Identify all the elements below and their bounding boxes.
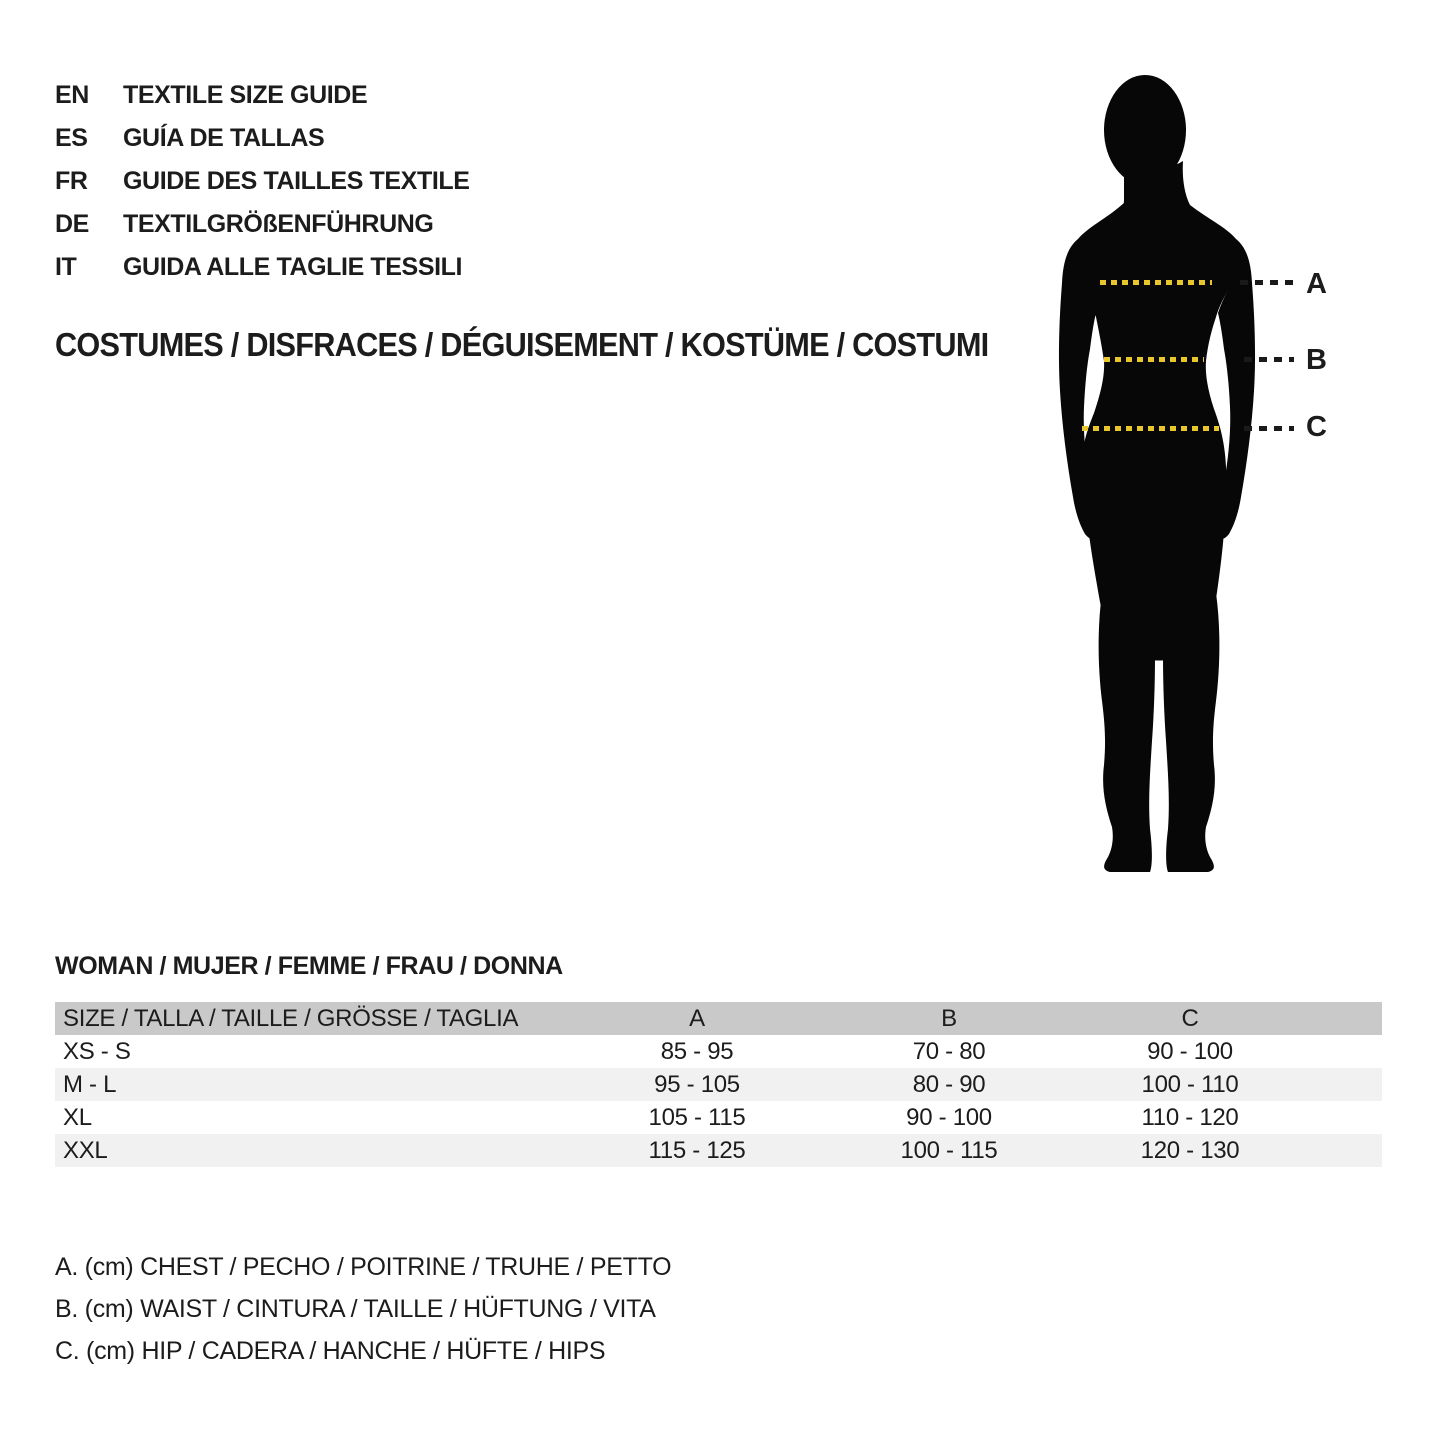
value-cell-a: 115 - 125 xyxy=(648,1136,746,1164)
value-cell-a: 85 - 95 xyxy=(660,1037,734,1065)
language-label: GUIDE DES TAILLES TEXTILE xyxy=(123,167,470,195)
legend-line-waist: B. (cm) WAIST / CINTURA / TAILLE / HÜFTUNG / VITA xyxy=(55,1294,656,1323)
language-label: GUÍA DE TALLAS xyxy=(123,124,325,152)
language-code: DE xyxy=(55,210,89,238)
table-row xyxy=(55,1134,1382,1167)
column-header-c: C xyxy=(1181,1004,1199,1032)
woman-silhouette-figure xyxy=(1040,73,1280,875)
legend-line-chest: A. (cm) CHEST / PECHO / POITRINE / TRUHE / PETTO xyxy=(55,1252,672,1281)
hip-leader-line xyxy=(1244,426,1294,431)
table-row xyxy=(55,1101,1382,1134)
gender-section-title: WOMAN / MUJER / FEMME / FRAU / DONNA xyxy=(55,952,563,980)
value-cell-a: 95 - 105 xyxy=(654,1070,740,1098)
language-code: EN xyxy=(55,81,89,109)
size-cell: XS - S xyxy=(63,1037,131,1065)
language-label: TEXTILE SIZE GUIDE xyxy=(123,81,368,109)
measure-label-c: C xyxy=(1306,411,1327,443)
table-header-row xyxy=(55,1002,1382,1035)
woman-silhouette-svg xyxy=(1040,73,1280,875)
value-cell-c: 110 - 120 xyxy=(1141,1103,1239,1131)
language-row xyxy=(55,246,470,289)
size-cell: XL xyxy=(63,1103,92,1131)
value-cell-b: 90 - 100 xyxy=(906,1103,992,1131)
measure-label-b: B xyxy=(1306,344,1327,376)
language-row xyxy=(55,74,470,117)
waist-measure-line xyxy=(1104,357,1204,362)
language-title-block xyxy=(55,74,470,289)
chest-leader-line xyxy=(1240,280,1294,285)
measurement-legend xyxy=(55,1246,671,1372)
value-cell-a: 105 - 115 xyxy=(648,1103,746,1131)
table-row xyxy=(55,1035,1382,1068)
value-cell-b: 70 - 80 xyxy=(912,1037,986,1065)
language-row xyxy=(55,117,470,160)
column-header-b: B xyxy=(941,1004,957,1032)
language-row xyxy=(55,203,470,246)
value-cell-b: 80 - 90 xyxy=(912,1070,986,1098)
language-code: FR xyxy=(55,167,88,195)
language-label: GUIDA ALLE TAGLIE TESSILI xyxy=(123,253,463,281)
category-heading: COSTUMES / DISFRACES / DÉGUISEMENT / KOSTÜME / COSTUMI xyxy=(55,326,989,363)
size-column-header: SIZE / TALLA / TAILLE / GRÖSSE / TAGLIA xyxy=(63,1004,519,1032)
column-header-a: A xyxy=(689,1004,705,1032)
language-code: IT xyxy=(55,253,77,281)
torso-shape xyxy=(1069,159,1244,661)
chest-measure-line xyxy=(1100,280,1212,285)
language-label: TEXTILGRÖßENFÜHRUNG xyxy=(123,210,434,238)
left-leg-shape xyxy=(1099,593,1155,872)
size-cell: XXL xyxy=(63,1136,108,1164)
value-cell-c: 90 - 100 xyxy=(1147,1037,1233,1065)
legend-line-hip: C. (cm) HIP / CADERA / HANCHE / HÜFTE / HIPS xyxy=(55,1336,606,1365)
value-cell-c: 120 - 130 xyxy=(1140,1136,1240,1164)
value-cell-b: 100 - 115 xyxy=(900,1136,998,1164)
waist-leader-line xyxy=(1244,357,1294,362)
measure-label-a: A xyxy=(1306,268,1327,300)
size-table xyxy=(55,1002,1382,1167)
right-leg-shape xyxy=(1163,593,1219,872)
table-row xyxy=(55,1068,1382,1101)
value-cell-c: 100 - 110 xyxy=(1141,1070,1239,1098)
language-code: ES xyxy=(55,124,88,152)
language-row xyxy=(55,160,470,203)
hip-measure-line xyxy=(1082,426,1219,431)
size-cell: M - L xyxy=(63,1070,117,1098)
